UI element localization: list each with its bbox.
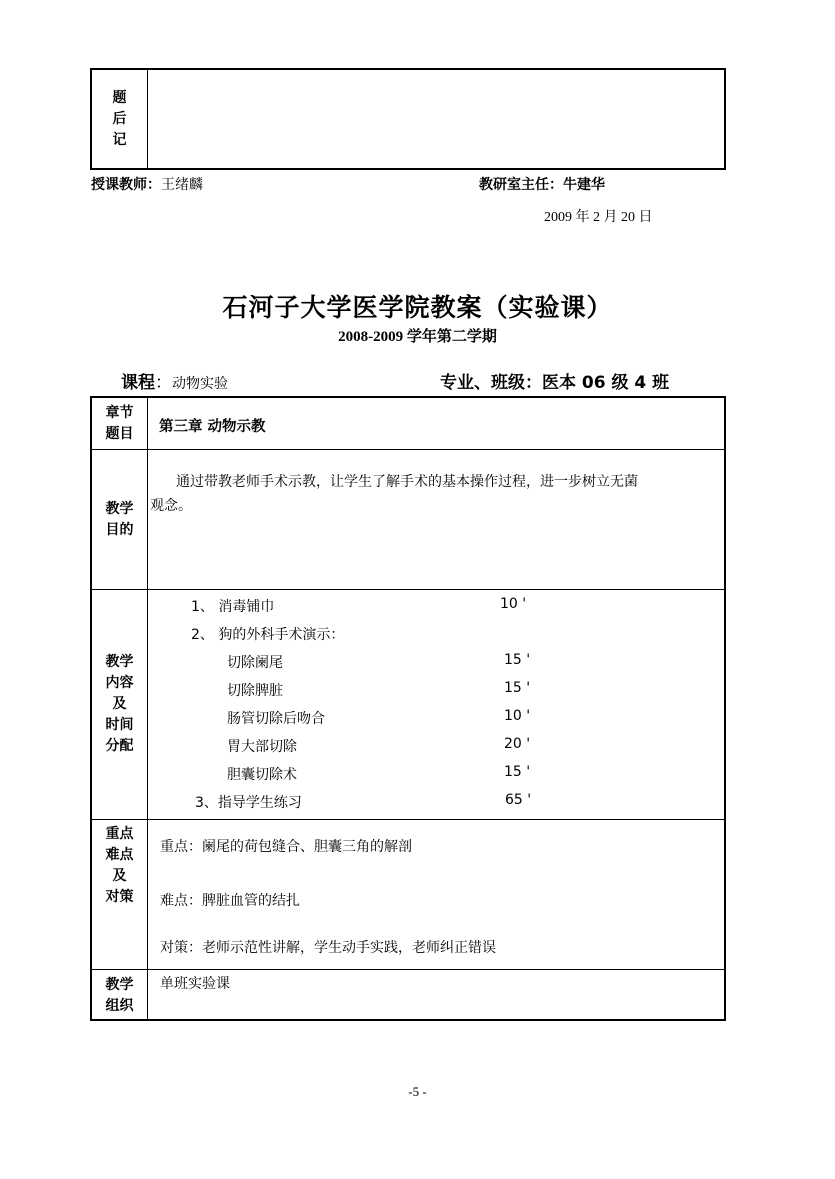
page-title: 石河子大学医学院教案（实验课）	[222, 293, 613, 322]
label-line: 目的	[105, 521, 134, 538]
date: 2009 年 2 月 20 日	[544, 210, 653, 225]
remarks-label-char: 题	[112, 89, 127, 106]
key-points-row	[92, 820, 724, 970]
remarks-label-char: 后	[112, 110, 127, 127]
content-item: 切除脾脏	[227, 683, 283, 699]
label-line: 对策	[105, 889, 134, 905]
label-line: 教学	[105, 976, 134, 993]
chapter-row	[92, 398, 724, 450]
label-line: 及	[112, 868, 127, 884]
content-item: 2、 狗的外科手术演示：	[191, 627, 345, 643]
content-time: 15 '	[504, 652, 531, 668]
chapter-value: 第三章 动物示教	[159, 419, 266, 435]
course-label: 课程	[121, 373, 155, 393]
content-label	[106, 652, 134, 757]
label-line: 组织	[105, 997, 134, 1014]
label-line: 重点	[105, 826, 134, 842]
teacher-line	[91, 174, 203, 194]
director-line	[479, 174, 605, 194]
label-line: 分配	[105, 738, 134, 754]
teacher-label: 授课教师：	[91, 177, 161, 193]
objective-label	[106, 499, 134, 541]
label-line: 教学	[105, 500, 134, 517]
content-item: 1、 消毒铺巾	[191, 599, 275, 615]
teacher-name: 王绪麟	[161, 178, 203, 193]
objective-text-line2: 观念。	[150, 498, 192, 514]
key-point-text: 重点：阑尾的荷包缝合、胆囊三角的解剖	[160, 839, 412, 855]
organization-label	[106, 975, 134, 1017]
course-colon: ：	[155, 373, 172, 393]
content-time: 65 '	[505, 792, 532, 808]
objective-row	[92, 450, 724, 590]
strategy-text: 对策：老师示范性讲解，学生动手实践，老师纠正错误	[160, 940, 496, 956]
content-time: 15 '	[504, 764, 531, 780]
content-label-cell	[92, 590, 148, 819]
remarks-label-cell	[92, 70, 148, 168]
content-row	[92, 590, 724, 820]
content-item: 3、指导学生练习	[195, 795, 302, 811]
course-line	[121, 368, 228, 393]
content-item: 胆囊切除术	[227, 767, 297, 783]
label-line: 章节	[105, 404, 134, 421]
semester-subtitle: 2008-2009 学年第二学期	[338, 329, 497, 345]
organization-value: 单班实验课	[160, 976, 230, 992]
remarks-label	[113, 88, 127, 151]
director-name: 牛建华	[563, 177, 605, 193]
label-line: 难点	[105, 847, 134, 863]
label-line: 时间	[105, 717, 134, 733]
page-number: -5 -	[408, 1084, 427, 1099]
label-line: 及	[112, 696, 127, 712]
major-line	[440, 368, 669, 393]
label-line: 教学	[105, 654, 134, 670]
chapter-label	[106, 403, 134, 445]
organization-label-cell	[92, 970, 148, 1021]
content-time: 10 '	[504, 708, 531, 724]
content-item: 胃大部切除	[227, 739, 297, 755]
remarks-label-char: 记	[112, 131, 127, 148]
director-label: 教研室主任：	[479, 177, 563, 193]
content-item: 切除阑尾	[227, 655, 283, 671]
content-time: 20 '	[504, 736, 531, 752]
content-time: 15 '	[504, 680, 531, 696]
chapter-label-cell	[92, 398, 148, 449]
difficulty-text: 难点：脾脏血管的结扎	[160, 893, 300, 909]
label-line: 题目	[105, 425, 134, 442]
remarks-table	[90, 68, 726, 170]
label-line: 内容	[105, 675, 134, 691]
lesson-plan-table	[90, 396, 726, 1021]
key-points-label	[106, 824, 134, 908]
major-label: 专业、班级：	[440, 373, 542, 393]
content-item: 肠管切除后吻合	[227, 711, 325, 727]
key-points-label-cell	[92, 820, 148, 969]
objective-label-cell	[92, 450, 148, 589]
major-value: 医本 06 级 4 班	[542, 373, 670, 393]
objective-text-line1: 通过带教老师手术示教，让学生了解手术的基本操作过程，进一步树立无菌	[176, 474, 638, 490]
content-time: 10 '	[500, 596, 527, 612]
organization-row	[92, 970, 724, 1021]
course-value: 动物实验	[172, 377, 228, 392]
